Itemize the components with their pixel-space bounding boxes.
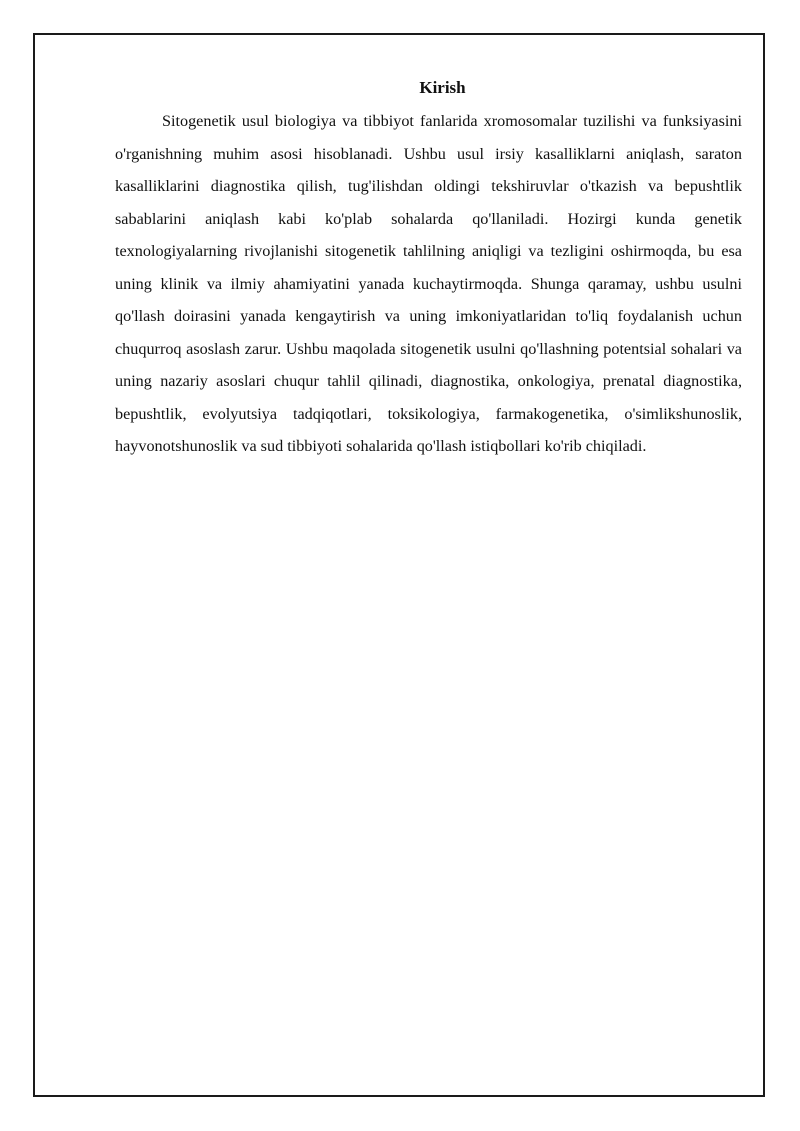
document-content: [115, 77, 742, 463]
body-paragraph: Sitogenetik usul biologiya va tibbiyot fanlarida xromosomalar tuzilishi va funksiyasini o'rganishning muhim asosi hisoblanadi. Ushbu usul irsiy kasalliklarni aniqlash, saraton kasalliklarini diagnostika qilish, tug'ilishdan oldingi tekshiruvlar o'tkazish va bepushtlik sabablarini aniqlash kabi ko'plab sohalarda qo'llaniladi. Hozirgi kunda genetik texnologiyalarning rivojlanishi sitogenetik tahlilning aniqligi va tezligini oshirmoqda, bu esa uning klinik va ilmiy ahamiyatini yanada kuchaytirmoqda. Shunga qaramay, ushbu usulni qo'llash doirasini yanada kengaytirish va uning imkoniyatlaridan to'liq foydalanish uchun chuqurroq asoslash zarur. Ushbu maqolada sitogenetik usulni qo'llashning potentsial sohalari va uning nazariy asoslari chuqur tahlil qilinadi, diagnostika, onkologiya, prenatal diagnostika, bepushtlik, evolyutsiya tadqiqotlari, toksikologiya, farmakogenetika, o'simlikshunoslik, hayvonotshunoslik va sud tibbiyoti sohalarida qo'llash istiqbollari ko'rib chiqiladi.: [115, 112, 742, 455]
section-heading: Kirish: [419, 78, 466, 97]
